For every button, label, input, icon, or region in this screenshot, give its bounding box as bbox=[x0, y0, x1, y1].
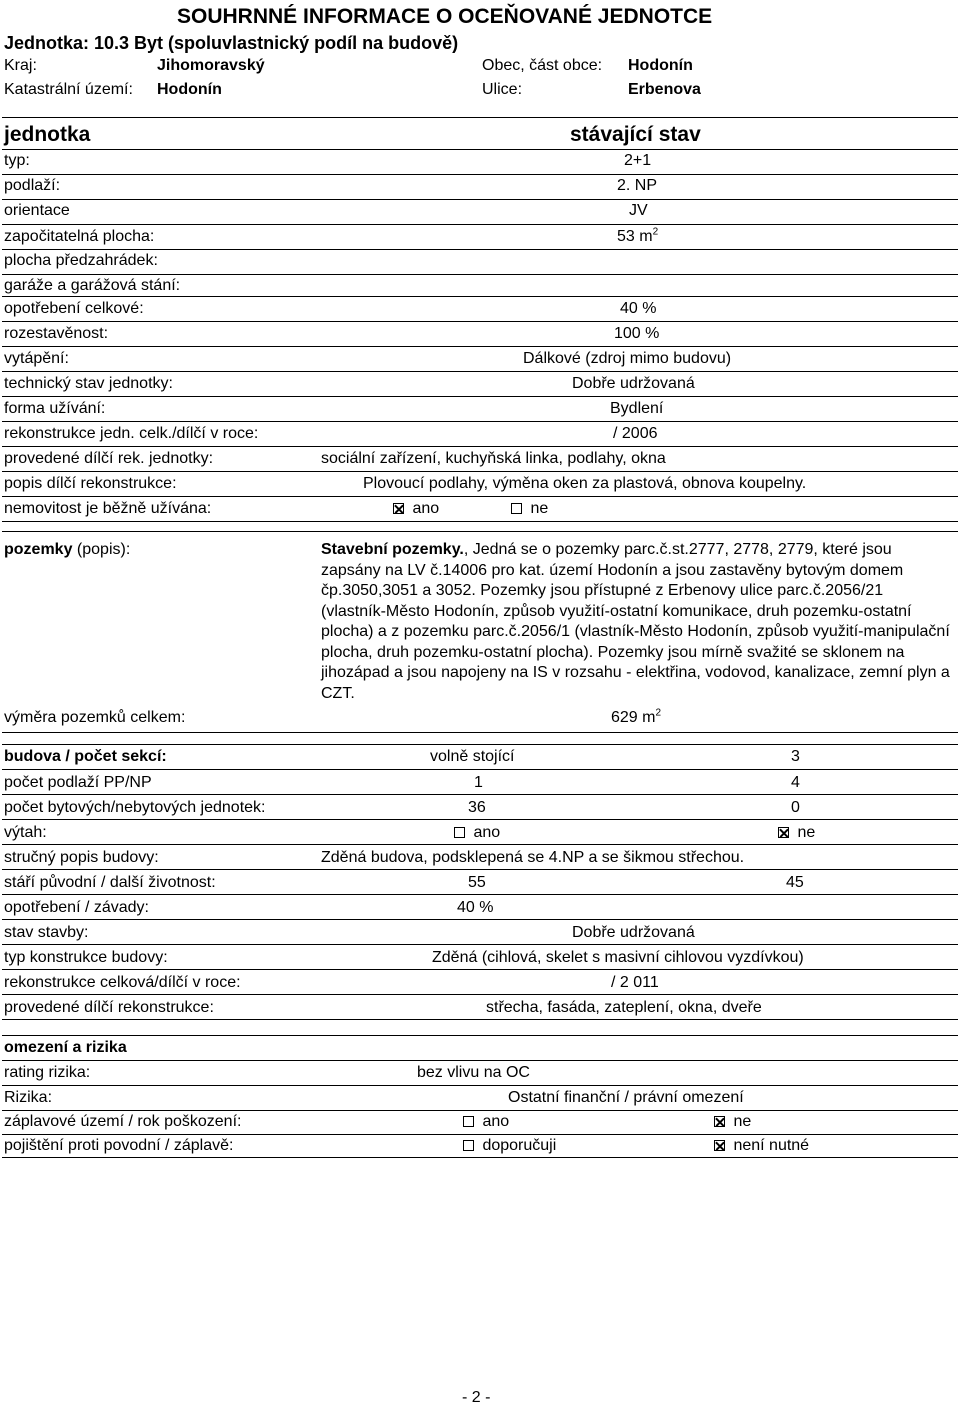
rizika-label: Rizika: bbox=[4, 1089, 53, 1106]
checkbox-empty-icon bbox=[511, 503, 522, 514]
budova-provedene-label: provedené dílčí rekonstrukce: bbox=[4, 999, 214, 1016]
bytove-jednotky-value: 36 bbox=[468, 799, 486, 816]
divider bbox=[2, 346, 958, 347]
obec-label: Obec, část obce: bbox=[482, 57, 603, 74]
typ-value: 2+1 bbox=[624, 152, 652, 169]
rekonstrukce-value: / 2006 bbox=[613, 425, 658, 442]
pozemky-heading: pozemky (popis): bbox=[4, 541, 131, 558]
provedene-rek-label: provedené dílčí rek. jednotky: bbox=[4, 450, 214, 467]
divider bbox=[2, 531, 958, 532]
vytapeni-label: vytápění: bbox=[4, 350, 69, 367]
forma-uzivani-label: forma užívání: bbox=[4, 400, 106, 417]
page-title: SOUHRNNÉ INFORMACE O OCEŇOVANÉ JEDNOTCE bbox=[177, 5, 713, 28]
divider bbox=[2, 794, 958, 795]
checkbox-checked-icon bbox=[714, 1116, 725, 1127]
divider bbox=[2, 869, 958, 870]
uzivana-ne-option: ne bbox=[511, 501, 548, 517]
rozestavenost-label: rozestavěnost: bbox=[4, 325, 109, 342]
opotrebeni-value: 40 % bbox=[620, 300, 657, 317]
popis-budovy-value: Zděná budova, podsklepená se 4.NP a se šikmou střechou. bbox=[321, 849, 745, 866]
divider bbox=[2, 1060, 958, 1061]
divider bbox=[2, 844, 958, 845]
orientace-value: JV bbox=[629, 202, 648, 219]
vymera-value: 629 $m^2$ bbox=[611, 707, 662, 726]
ulice-label: Ulice: bbox=[482, 81, 523, 98]
divider bbox=[2, 224, 958, 225]
katastralni-uzemi-label: Katastrální území: bbox=[4, 81, 133, 98]
checkbox-checked-icon bbox=[778, 827, 789, 838]
budova-sekce-value: 3 bbox=[791, 748, 800, 765]
divider bbox=[2, 1134, 958, 1135]
budova-heading: budova / počet sekcí: bbox=[4, 748, 167, 765]
budova-typ-value: volně stojící bbox=[430, 748, 515, 765]
stav-stavby-label: stav stavby: bbox=[4, 924, 89, 941]
garaze-label: garáže a garážová stání: bbox=[4, 277, 181, 294]
podlazi-ppnp-label: počet podlaží PP/NP bbox=[4, 774, 152, 791]
divider bbox=[2, 969, 958, 970]
divider bbox=[2, 199, 958, 200]
divider bbox=[2, 174, 958, 175]
zaplava-ne-option: ne bbox=[714, 1114, 751, 1130]
divider bbox=[2, 471, 958, 472]
divider bbox=[2, 396, 958, 397]
divider bbox=[2, 1157, 958, 1158]
budova-rekonstrukce-value: / 2 011 bbox=[611, 974, 659, 991]
budova-provedene-value: střecha, fasáda, zateplení, okna, dveře bbox=[486, 999, 762, 1016]
rizika-heading: omezení a rizika bbox=[4, 1039, 127, 1056]
pojisteni-label: pojištění proti povodní / záplavě: bbox=[4, 1137, 234, 1154]
divider bbox=[2, 496, 958, 497]
ulice-value: Erbenova bbox=[628, 81, 701, 98]
technicky-stav-label: technický stav jednotky: bbox=[4, 375, 173, 392]
divider bbox=[2, 1019, 958, 1020]
orientace-label: orientace bbox=[4, 202, 70, 219]
opotrebeni-label: opotřebení celkové: bbox=[4, 300, 144, 317]
checkbox-empty-icon bbox=[463, 1116, 474, 1127]
popis-rekonstrukce-label: popis dílčí rekonstrukce: bbox=[4, 475, 177, 492]
stav-stavby-value: Dobře udržovaná bbox=[572, 924, 695, 941]
rozestavenost-value: 100 % bbox=[614, 325, 660, 342]
katastralni-uzemi-value: Hodonín bbox=[157, 81, 222, 98]
vytah-ne-option: ne bbox=[778, 825, 815, 841]
divider bbox=[2, 944, 958, 945]
vytah-ano-option: ano bbox=[454, 825, 500, 841]
uzivana-ano-option: ano bbox=[393, 501, 439, 517]
divider bbox=[2, 1110, 958, 1111]
divider bbox=[2, 732, 958, 733]
plocha-label: započitatelná plocha: bbox=[4, 228, 155, 245]
divider bbox=[2, 149, 958, 150]
column-heading-stavajici-stav: stávající stav bbox=[570, 123, 701, 146]
pojisteni-nenutne-option: není nutné bbox=[714, 1138, 809, 1154]
divider bbox=[2, 371, 958, 372]
stari-value: 55 bbox=[468, 874, 486, 891]
pp-value: 1 bbox=[474, 774, 483, 791]
section-heading-jednotka: jednotka bbox=[4, 123, 91, 146]
popis-budovy-label: stručný popis budovy: bbox=[4, 849, 159, 866]
divider bbox=[2, 249, 958, 250]
checkbox-checked-icon bbox=[714, 1140, 725, 1151]
kraj-value: Jihomoravský bbox=[157, 57, 265, 74]
obec-value: Hodonín bbox=[628, 57, 693, 74]
divider bbox=[2, 421, 958, 422]
popis-rekonstrukce-value: Plovoucí podlahy, výměna oken za plastová, obnova koupelny. bbox=[363, 475, 807, 492]
divider bbox=[2, 521, 958, 522]
rekonstrukce-label: rekonstrukce jedn. celk./dílčí v roce: bbox=[4, 425, 259, 442]
vytapeni-value: Dálkové (zdroj mimo budovu) bbox=[523, 350, 732, 367]
zaplava-label: záplavové území / rok poškození: bbox=[4, 1113, 242, 1130]
stari-label: stáří původní / další životnost: bbox=[4, 874, 216, 891]
typ-label: typ: bbox=[4, 152, 30, 169]
page-number: - 2 - bbox=[462, 1389, 491, 1406]
plocha-value: 53 $m^2$ bbox=[617, 226, 659, 245]
pojisteni-doporuceno-option: doporučuji bbox=[463, 1138, 556, 1154]
konstrukce-label: typ konstrukce budovy: bbox=[4, 949, 168, 966]
checkbox-empty-icon bbox=[463, 1140, 474, 1151]
zivotnost-value: 45 bbox=[786, 874, 804, 891]
provedene-rek-value: sociální zařízení, kuchyňská linka, podlahy, okna bbox=[321, 450, 666, 467]
budova-opotrebeni-label: opotřebení / závady: bbox=[4, 899, 149, 916]
divider bbox=[2, 296, 958, 297]
divider bbox=[2, 819, 958, 820]
budova-rekonstrukce-label: rekonstrukce celková/dílčí v roce: bbox=[4, 974, 241, 991]
divider bbox=[2, 446, 958, 447]
checkbox-checked-icon bbox=[393, 503, 404, 514]
zaplava-ano-option: ano bbox=[463, 1114, 509, 1130]
divider bbox=[2, 117, 958, 118]
divider bbox=[2, 994, 958, 995]
divider bbox=[2, 919, 958, 920]
rating-value: bez vlivu na OC bbox=[417, 1064, 530, 1081]
divider bbox=[2, 274, 958, 275]
forma-uzivani-value: Bydlení bbox=[610, 400, 664, 417]
uzivana-label: nemovitost je běžně užívána: bbox=[4, 500, 212, 517]
konstrukce-value: Zděná (cihlová, skelet s masivní cihlovou vyzdívkou) bbox=[432, 949, 804, 966]
vymera-label: výměra pozemků celkem: bbox=[4, 709, 186, 726]
divider bbox=[2, 1035, 958, 1036]
divider bbox=[2, 894, 958, 895]
rating-label: rating rizika: bbox=[4, 1064, 91, 1081]
checkbox-empty-icon bbox=[454, 827, 465, 838]
podlazi-label: podlaží: bbox=[4, 177, 61, 194]
np-value: 4 bbox=[791, 774, 800, 791]
technicky-stav-value: Dobře udržovaná bbox=[572, 375, 695, 392]
podlazi-value: 2. NP bbox=[617, 177, 658, 194]
pozemky-description: Stavební pozemky., Jedná se o pozemky parc.č.st.2777, 2778, 2779, které jsou zapsány na LV č.14006 pro kat. území Hodonín a jsou zastavěny bytovým domem čp.3050,3051 a 3052. Pozemky jsou přístupné z Erbenovy ulice parc.č.2056/21 (vlastník-Město Hodonín, způsob využití-ostatní komunikace, druh pozemku-ostatní plocha) a z pozemku parc.č.2056/1 (vlastník-Město Hodonín, způsob využití-manipulační plocha, druh pozemku-ostatní plocha). Pozemky jsou mírně svažité se sklonem na jihozápad a jsou napojeny na IS v rozsahu - elektřina, vodovod, kanalizace, zemní plyn a CZT. bbox=[321, 541, 950, 702]
divider bbox=[2, 769, 958, 770]
budova-opotrebeni-value: 40 % bbox=[457, 899, 494, 916]
divider bbox=[2, 321, 958, 322]
vytah-label: výtah: bbox=[4, 824, 47, 841]
rizika-value: Ostatní finanční / právní omezení bbox=[508, 1089, 744, 1106]
nebytove-jednotky-value: 0 bbox=[791, 799, 800, 816]
kraj-label: Kraj: bbox=[4, 57, 37, 74]
divider bbox=[2, 744, 958, 745]
jednotky-label: počet bytových/nebytových jednotek: bbox=[4, 799, 266, 816]
divider bbox=[2, 1085, 958, 1086]
predzahradky-label: plocha předzahrádek: bbox=[4, 252, 158, 269]
unit-heading: Jednotka: 10.3 Byt (spoluvlastnický podíl na budově) bbox=[4, 33, 459, 53]
